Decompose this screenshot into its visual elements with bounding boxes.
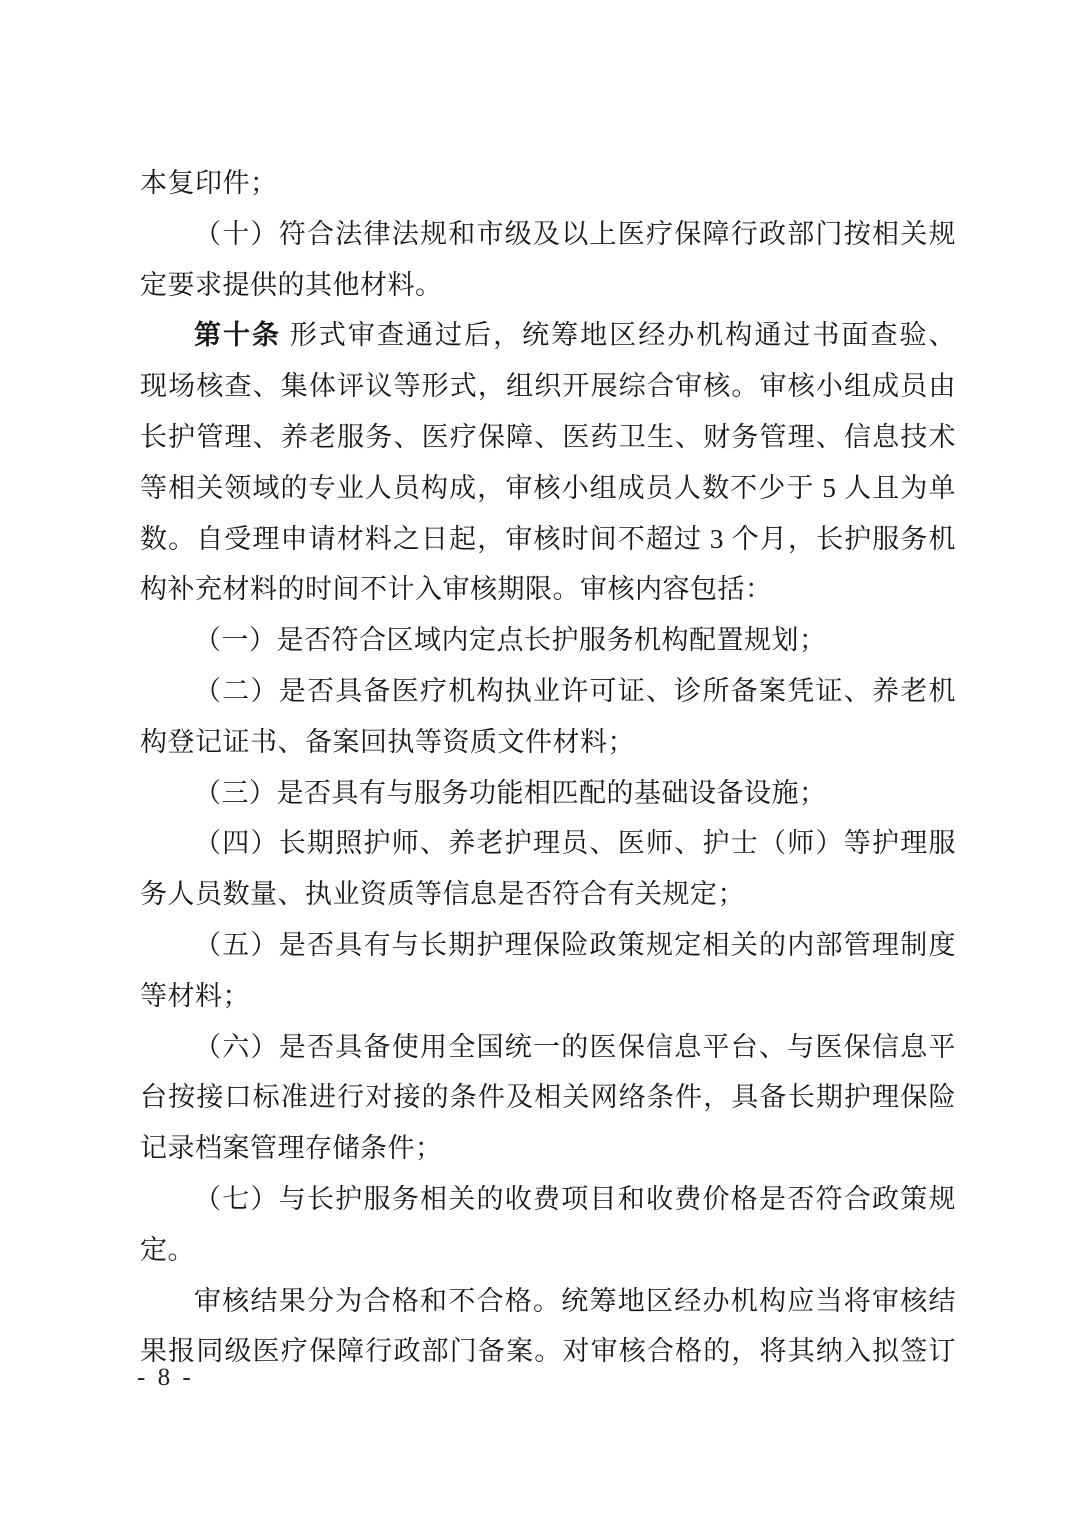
text-line: 定要求提供的其他材料。 xyxy=(140,269,443,300)
text-line: （一）是否符合区域内定点长护服务机构配置规划； xyxy=(194,625,827,656)
text-line: 务人员数量、执业资质等信息是否符合有关规定； xyxy=(140,879,745,910)
text-line: 等相关领域的专业人员构成，审核小组成员人数不少于 5 人且为单 xyxy=(140,472,956,503)
text-line: 长护管理、养老服务、医疗保障、医药卫生、财务管理、信息技术 xyxy=(140,421,956,452)
text-line: （五）是否具有与长期护理保险政策规定相关的内部管理制度 xyxy=(194,929,956,960)
text-line: （六）是否具备使用全国统一的医保信息平台、与医保信息平 xyxy=(194,1031,956,1062)
text-line: （七）与长护服务相关的收费项目和收费价格是否符合政策规 xyxy=(194,1183,956,1214)
document-body xyxy=(140,158,956,1377)
text-line: 台按接口标准进行对接的条件及相关网络条件，具备长期护理保险 xyxy=(140,1082,956,1113)
text-line: （四）长期照护师、养老护理员、医师、护士（师）等护理服 xyxy=(194,828,956,859)
line-text: 形式审查通过后，统筹地区经办机构通过书面查验、 xyxy=(281,320,956,351)
article-number: 第十条 xyxy=(194,320,282,351)
text-line: （十）符合法律法规和市级及以上医疗保障行政部门按相关规 xyxy=(194,218,956,249)
text-line: 定。 xyxy=(140,1234,195,1265)
text-line: 记录档案管理存储条件； xyxy=(140,1133,443,1164)
text-line: 数。自受理申请材料之日起，审核时间不超过 3 个月，长护服务机 xyxy=(140,523,956,554)
text-line: 审核结果分为合格和不合格。统筹地区经办机构应当将审核结 xyxy=(194,1285,956,1316)
text-line: 果报同级医疗保障行政部门备案。对审核合格的，将其纳入拟签订 xyxy=(140,1336,956,1367)
text-line: 构补充材料的时间不计入审核期限。审核内容包括： xyxy=(140,574,773,605)
text-line: 等材料； xyxy=(140,980,250,1011)
text-line: （三）是否具有与服务功能相匹配的基础设备设施； xyxy=(194,777,827,808)
page-number: - 8 - xyxy=(137,1364,194,1391)
text-line: 本复印件； xyxy=(140,168,278,198)
text-line: 构登记证书、备案回执等资质文件材料； xyxy=(140,726,635,757)
text-line xyxy=(140,310,956,361)
text-line: （二）是否具备医疗机构执业许可证、诊所备案凭证、养老机 xyxy=(194,675,956,706)
text-line: 现场核查、集体评议等形式，组织开展综合审核。审核小组成员由 xyxy=(140,371,956,402)
